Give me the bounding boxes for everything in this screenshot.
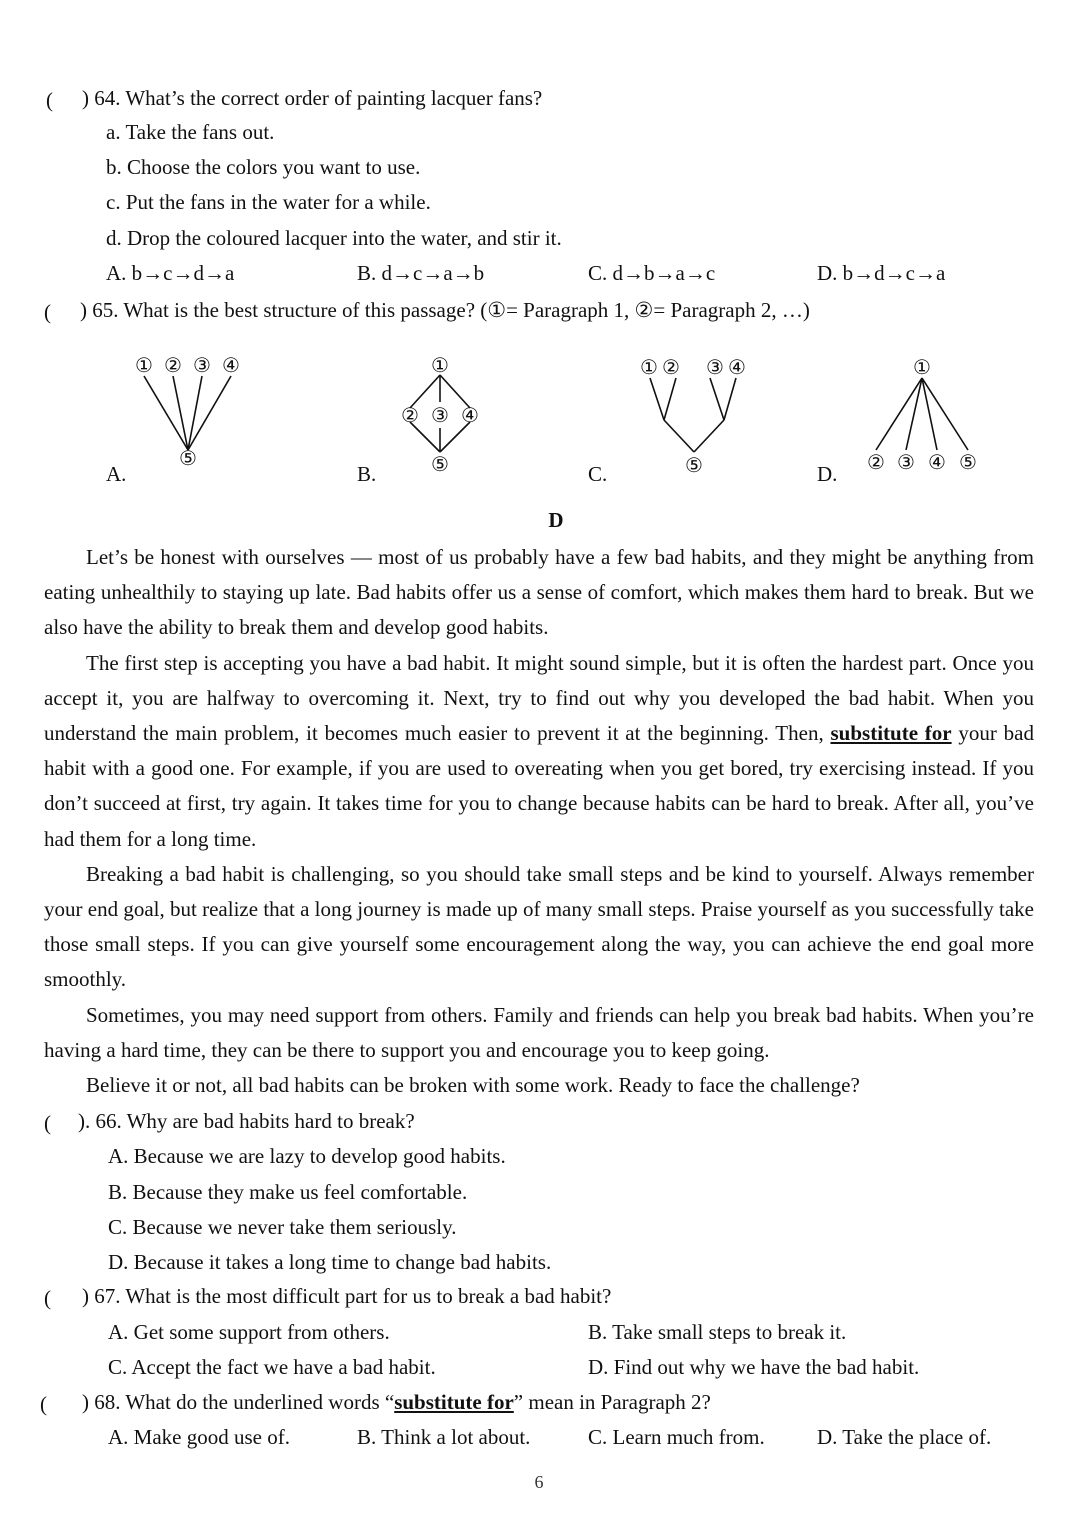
svg-text:②: ② [662,355,680,379]
q66-option-b: B. Because they make us feel comfortable. [108,1180,468,1204]
circled-5: ⑤ [179,446,197,470]
q64-step-a: a. Take the fans out. [106,120,275,144]
paragraph-1: Let’s be honest with ourselves — most of us probably have a few bad habits, and they might be anything from eating unhealthily to staying up late. Bad habits offer us a sense of comfort, which makes them hard to break. But we also have the ability to break them and develop good habits. [44,545,1034,640]
circled-4: ④ [222,353,240,377]
circled-1: ① [135,353,153,377]
q68-option-c: C. Learn much from. [588,1425,765,1449]
q68-question: ) 68. What do the underlined words “substitute for” mean in Paragraph 2? [82,1390,711,1414]
svg-text:③: ③ [897,450,915,474]
svg-text:①: ① [913,355,931,379]
q67-question: ) 67. What is the most difficult part for us to break a bad habit? [82,1284,612,1308]
svg-text:③: ③ [706,355,724,379]
q67-option-a: A. Get some support from others. [108,1320,390,1344]
answer-paren: ( [46,88,53,112]
q66-option-a: A. Because we are lazy to develop good habits. [108,1144,506,1168]
svg-text:③: ③ [431,403,449,427]
q64-option-a: A. b→c→d→a [106,261,235,285]
diagram-d [862,352,987,482]
svg-text:⑤: ⑤ [685,453,703,477]
section-title: D [548,508,564,532]
diagram-a-label: A. [106,462,127,486]
passage [44,540,1034,1103]
q68-option-b: B. Think a lot about. [357,1425,531,1449]
svg-text:②: ② [867,450,885,474]
q67-option-c: C. Accept the fact we have a bad habit. [108,1355,436,1379]
q64-question: ) 64. What’s the correct order of painting lacquer fans? [82,86,543,110]
page-number: 6 [534,1472,544,1492]
q66-question: ). 66. Why are bad habits hard to break? [78,1109,415,1133]
diagram-c-label: C. [588,462,608,486]
q66-option-c: C. Because we never take them seriously. [108,1215,457,1239]
q64-step-d: d. Drop the coloured lacquer into the water, and stir it. [106,226,562,250]
q64-step-c: c. Put the fans in the water for a while. [106,190,431,214]
q64-option-c: C. d→b→a→c [588,261,716,285]
svg-text:④: ④ [461,403,479,427]
circled-3: ③ [193,353,211,377]
answer-paren: ( [44,1286,51,1310]
svg-text:④: ④ [728,355,746,379]
paragraph-4: Sometimes, you may need support from others. Family and friends can help you break bad habits. When you’re having a hard time, they can be there to support you and encourage you to keep going. [44,1002,1034,1062]
q67-option-d: D. Find out why we have the bad habit. [588,1355,920,1379]
svg-text:①: ① [640,355,658,379]
q67-option-b: B. Take small steps to break it. [588,1320,847,1344]
paragraph-5: Believe it or not, all bad habits can be broken with some work. Ready to face the challenge? [86,1073,860,1098]
svg-text:①: ① [431,353,449,377]
q68-option-a: A. Make good use of. [108,1425,290,1449]
svg-text:⑤: ⑤ [959,450,977,474]
answer-paren: ( [40,1392,47,1416]
answer-paren: ( [44,1111,51,1135]
answer-paren: ( [44,300,51,324]
circled-2: ② [164,353,182,377]
q64-step-b: b. Choose the colors you want to use. [106,155,421,179]
diagram-b-label: B. [357,462,377,486]
underlined-term: substitute for [830,721,952,746]
q65-question: ) 65. What is the best structure of this passage? (①= Paragraph 1, ②= Paragraph 2, …) [80,298,810,322]
q68-option-d: D. Take the place of. [817,1425,992,1449]
diagram-b [390,350,490,480]
diagram-c [628,352,763,482]
svg-text:⑤: ⑤ [431,452,449,475]
svg-text:②: ② [401,403,419,427]
q64-option-d: D. b→d→c→a [817,261,946,285]
svg-text:④: ④ [928,450,946,474]
q68-underlined-term: substitute for [394,1390,514,1414]
q66-option-d: D. Because it takes a long time to change bad habits. [108,1250,552,1274]
paragraph-3: Breaking a bad habit is challenging, so you should take small steps and be kind to yourself. Always remember your end goal, but realize that a long journey is made up of many small steps. Praise yourself as you successfully take those small steps. If you can give yourself some encouragement along the way, you can achieve the end goal more smoothly. [44,861,1034,992]
diagram-a [130,352,260,477]
paragraph-2: The first step is accepting you have a bad habit. It might sound simple, but it is often the hardest part. Once you accept it, you are halfway to overcoming it. Next, try to find out why you developed the bad habit. When you understand the main problem, it becomes much easier to prevent it at the beginning. Then, substitute for your bad habit with a good one. For example, if you are used to overeating when you get bored, try exercising instead. If you don’t succeed at first, try again. It takes time for you to change because habits can be hard to break. After all, you’ve had them for a long time. [44,650,1034,851]
diagram-d-label: D. [817,462,838,486]
q64-option-b: B. d→c→a→b [357,261,485,285]
